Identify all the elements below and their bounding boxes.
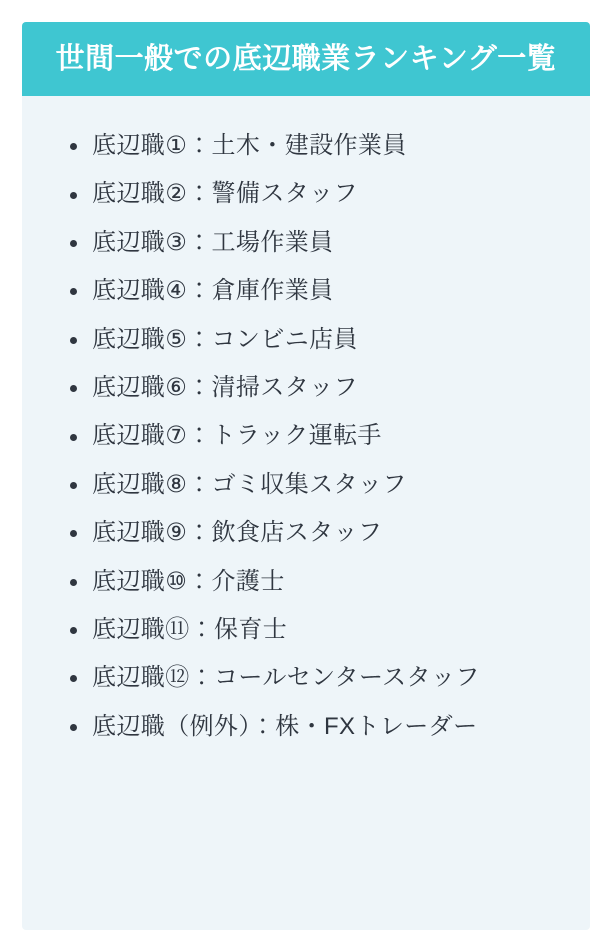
bullet-icon (70, 482, 77, 489)
card-body (22, 96, 590, 930)
bullet-icon (70, 675, 77, 682)
list-item-label: 底辺職③：工場作業員 (92, 228, 334, 256)
bullet-icon (70, 337, 77, 344)
ranking-card (22, 22, 590, 930)
page-title: 世間一般での底辺職業ランキング一覧 (55, 42, 557, 75)
ranking-list (56, 122, 560, 751)
list-item (56, 703, 560, 751)
list-item (56, 606, 560, 654)
list-item-label: 底辺職⑥：清掃スタッフ (92, 373, 358, 401)
list-item-label: 底辺職⑨：飲食店スタッフ (92, 519, 383, 547)
bullet-icon (70, 627, 77, 634)
list-item (56, 412, 560, 460)
list-item (56, 267, 560, 315)
bullet-icon (70, 724, 77, 731)
bullet-icon (70, 385, 77, 392)
list-item-label: 底辺職⑫：コールセンタースタッフ (92, 664, 480, 692)
list-item-label: 底辺職（例外）：株・FXトレーダー (92, 712, 478, 740)
list-item-label: 底辺職④：倉庫作業員 (92, 277, 334, 305)
list-item (56, 122, 560, 170)
bullet-icon (70, 143, 77, 150)
list-item (56, 509, 560, 557)
bullet-icon (70, 579, 77, 586)
list-item-label: 底辺職⑧：ゴミ収集スタッフ (92, 470, 407, 498)
list-item (56, 364, 560, 412)
list-item (56, 461, 560, 509)
list-item-label: 底辺職②：警備スタッフ (92, 180, 358, 208)
card-header (22, 22, 590, 96)
list-item-label: 底辺職⑪：保育士 (92, 615, 288, 643)
list-item-label: 底辺職⑩：介護士 (92, 567, 285, 595)
bullet-icon (70, 434, 77, 441)
bullet-icon (70, 192, 77, 199)
list-item (56, 558, 560, 606)
list-item (56, 170, 560, 218)
list-item (56, 654, 560, 702)
bullet-icon (70, 530, 77, 537)
bullet-icon (70, 240, 77, 247)
list-item (56, 219, 560, 267)
list-item-label: 底辺職⑦：トラック運転手 (92, 422, 382, 450)
list-item (56, 316, 560, 364)
bullet-icon (70, 288, 77, 295)
list-item-label: 底辺職⑤：コンビニ店員 (92, 325, 358, 353)
list-item-label: 底辺職①：土木・建設作業員 (92, 132, 407, 159)
